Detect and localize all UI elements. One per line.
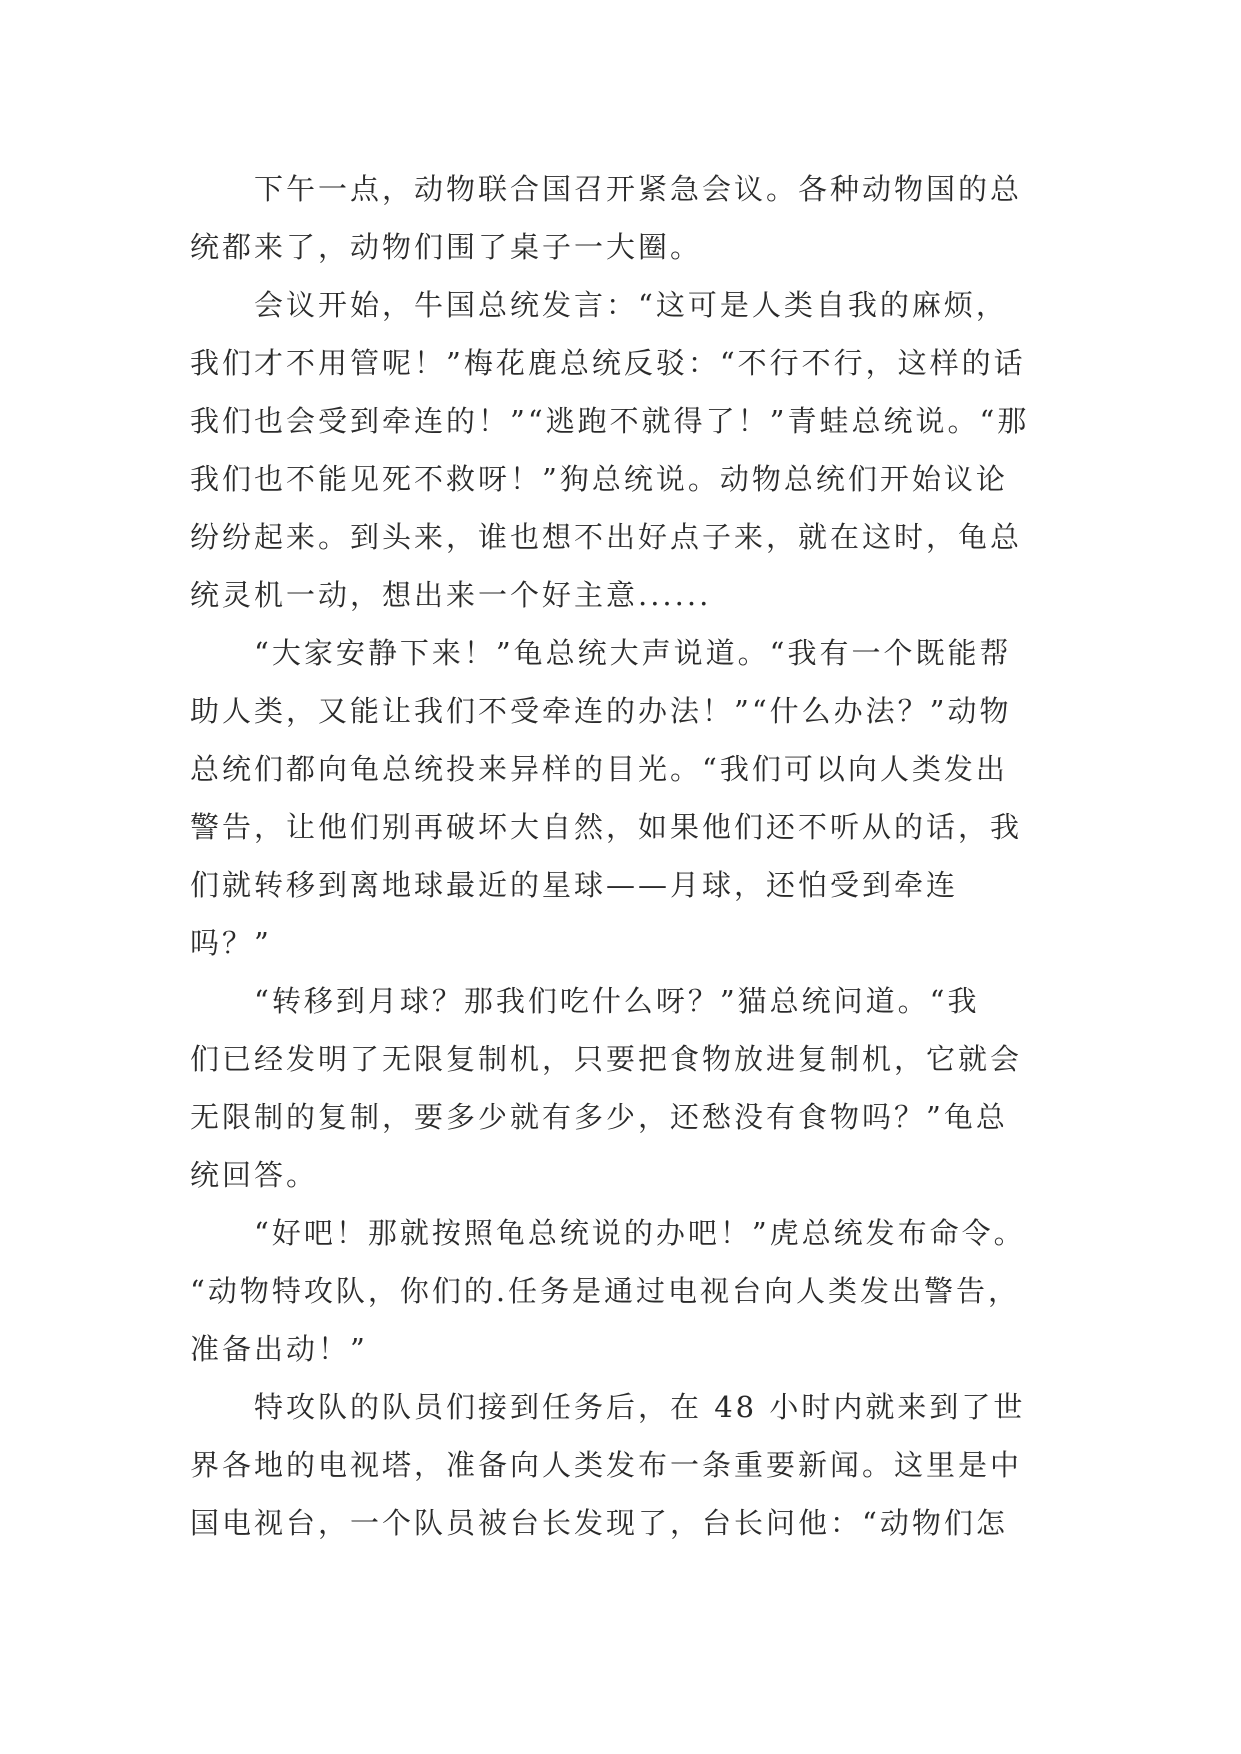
text-line: 们已经发明了无限复制机，只要把食物放进复制机，它就会 bbox=[190, 1042, 1023, 1076]
text-line: 国电视台，一个队员被台长发现了，台长问他：“动物们怎 bbox=[190, 1506, 1008, 1540]
text-line: 纷纷起来。到头来，谁也想不出好点子来，就在这时，龟总 bbox=[190, 520, 1023, 554]
text-line: 准备出动！” bbox=[190, 1332, 368, 1366]
text-line: 统都来了，动物们围了桌子一大圈。 bbox=[190, 230, 703, 264]
text-line: “转移到月球？那我们吃什么呀？”猫总统问道。“我 bbox=[254, 984, 980, 1018]
text-line: 下午一点，动物联合国召开紧急会议。各种动物国的总 bbox=[254, 172, 1023, 206]
text-line: 无限制的复制，要多少就有多少，还愁没有食物吗？”龟总 bbox=[190, 1100, 1008, 1134]
text-line: 总统们都向龟总统投来异样的目光。“我们可以向人类发出 bbox=[190, 752, 1008, 786]
text-line: 警告，让他们别再破坏大自然，如果他们还不听从的话，我 bbox=[190, 810, 1023, 844]
text-line: “大家安静下来！”龟总统大声说道。“我有一个既能帮 bbox=[254, 636, 1012, 670]
text-line: 我们也会受到牵连的！”“逃跑不就得了！”青蛙总统说。“那 bbox=[190, 404, 1030, 438]
document-body bbox=[190, 160, 1050, 1552]
text-line: 们就转移到离地球最近的星球——月球，还怕受到牵连 bbox=[190, 868, 959, 902]
text-line: 我们也不能见死不救呀！”狗总统说。动物总统们开始议论 bbox=[190, 462, 1008, 496]
text-line: 我们才不用管呢！”梅花鹿总统反驳：“不行不行，这样的话 bbox=[190, 346, 1026, 380]
text-line: “好吧！那就按照龟总统说的办吧！”虎总统发布命令。 bbox=[254, 1216, 1026, 1250]
text-line: 界各地的电视塔，准备向人类发布一条重要新闻。这里是中 bbox=[190, 1448, 1023, 1482]
text-line: 特攻队的队员们接到任务后，在 48 小时内就来到了世 bbox=[254, 1390, 1026, 1424]
text-line: “动物特攻队，你们的.任务是通过电视台向人类发出警告， bbox=[190, 1274, 1021, 1308]
text-line: 统回答。 bbox=[190, 1158, 319, 1192]
text-line: 吗？” bbox=[190, 926, 272, 960]
text-line: 助人类，又能让我们不受牵连的办法！”“什么办法？”动物 bbox=[190, 694, 1012, 728]
text-line: 统灵机一动，想出来一个好主意...... bbox=[190, 578, 712, 612]
text-line: 会议开始，牛国总统发言：“这可是人类自我的麻烦， bbox=[254, 288, 1008, 322]
